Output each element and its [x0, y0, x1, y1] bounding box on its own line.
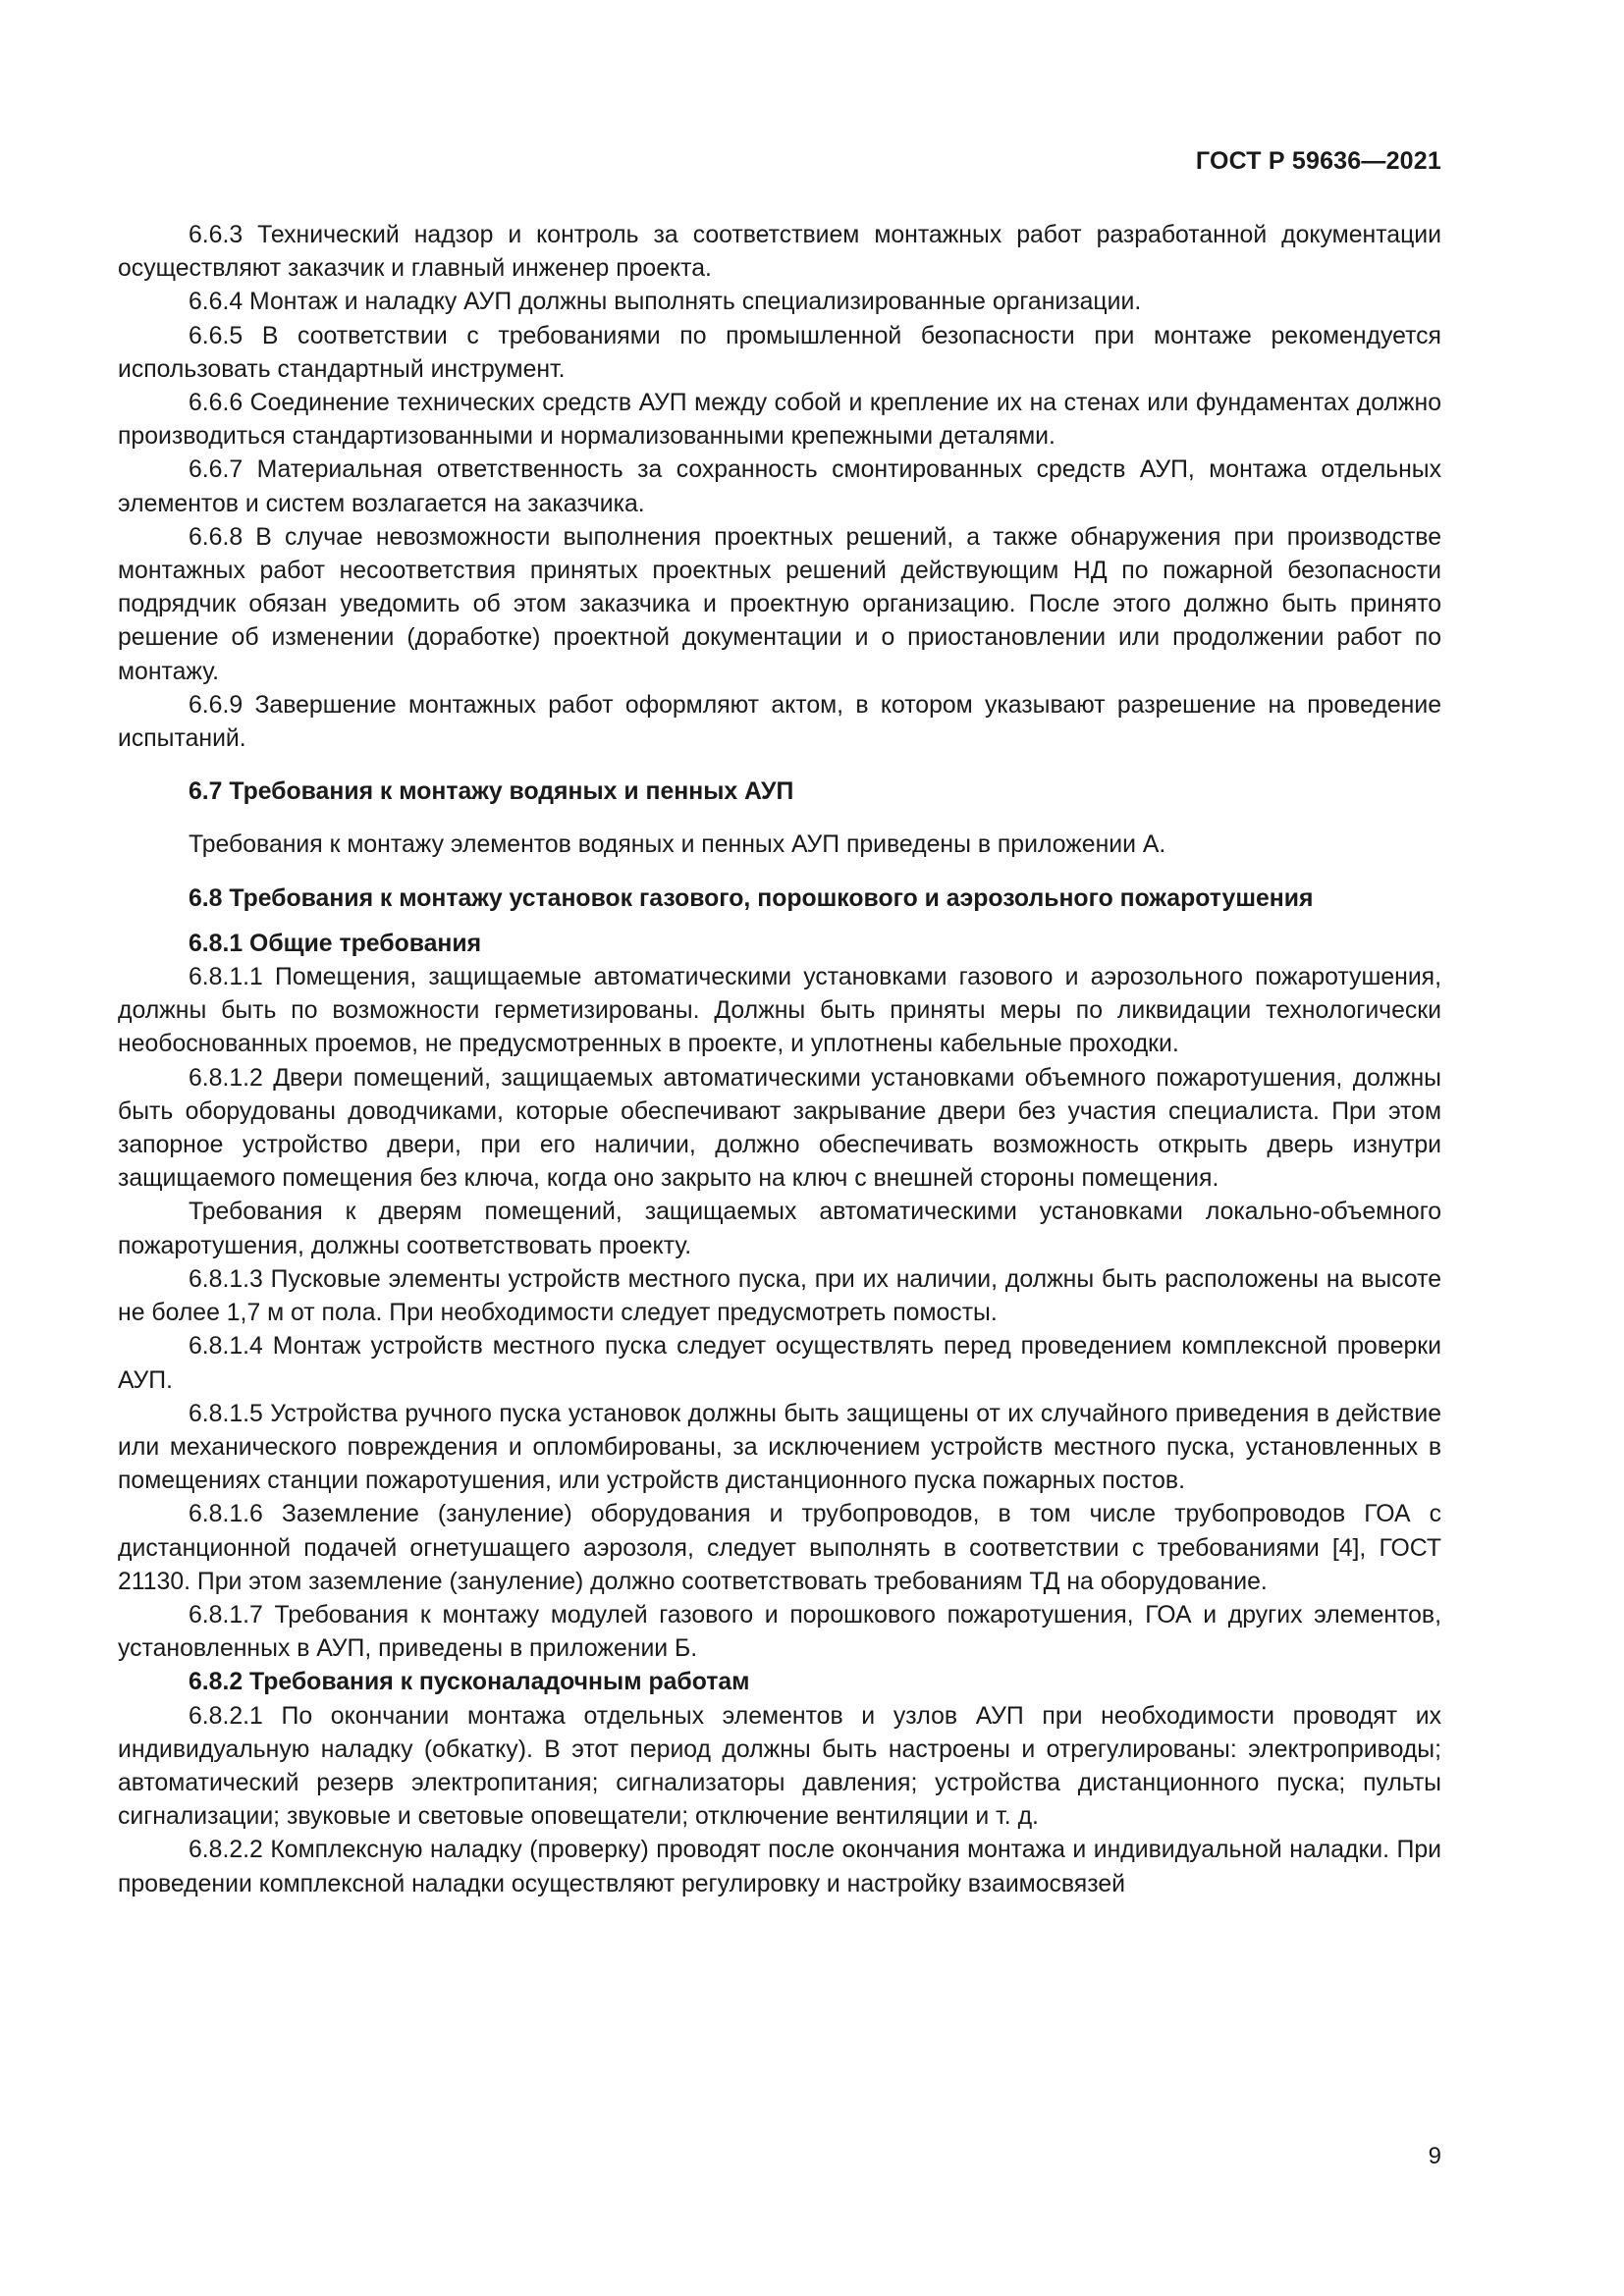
clause-6-8-2-1: 6.8.2.1 По окончании монтажа отдельных элементов и узлов АУП при необходимости проводят их индивидуальную наладку (обкатку). В этот период должны быть настроены и отрегулированы: электроприводы; автоматический резерв электропитания; сигнализаторы давления; устройства дистанционного пуска; пульты сигнализации; звуковые и световые оповещатели; отключение вентиляции и т. д. [118, 1702, 1441, 1831]
section-6-8-heading: 6.8 Требования к монтажу установок газового, порошкового и аэрозольного пожаротушения [189, 884, 1314, 912]
clause-6-6-3: 6.6.3 Технический надзор и контроль за соответствием монтажных работ разработанной документации осуществляют заказчик и главный инженер проекта. [118, 222, 1441, 283]
clause-6-8-1-4: 6.8.1.4 Монтаж устройств местного пуска следует осуществлять перед проведением комплексной проверки АУП. [118, 1333, 1441, 1394]
clause-6-6-4: 6.6.4 Монтаж и наладку АУП должны выполнять специализированные организации. [189, 289, 1142, 316]
clause-6-8-2-2: 6.8.2.2 Комплексную наладку (проверку) проводят после окончания монтажа и индивидуальной наладки. При проведении комплексной наладки осуществляют регулировку и настройку взаимосвязей [118, 1837, 1441, 1897]
subsection-6-8-2-heading: 6.8.2 Требования к пусконаладочным работам [189, 1669, 750, 1696]
subsection-6-8-1-heading: 6.8.1 Общие требования [189, 930, 482, 957]
clause-6-6-8: 6.6.8 В случае невозможности выполнения проектных решений, а также обнаружения при производстве монтажных работ несоответствия принятых проектных решений действующим НД по пожарной безопасности подрядчик обязан уведомить об этом заказчика и проектную организацию. После этого должно быть принято решение об изменении (доработке) проектной документации и о приостановлении или продолжении работ по монтажу. [118, 523, 1441, 685]
clause-6-6-6: 6.6.6 Соединение технических средств АУП между собой и крепление их на стенах или фундаментах должно производиться стандартизованными и нормализованными крепежными деталями. [118, 390, 1441, 451]
clause-6-8-1-3: 6.8.1.3 Пусковые элементы устройств местного пуска, при их наличии, должны быть расположены на высоте не более 1,7 м от пола. При необходимости следует предусмотреть помосты. [118, 1265, 1441, 1327]
section-6-7-text: Требования к монтажу элементов водяных и пенных АУП приведены в приложении А. [189, 831, 1166, 859]
clause-6-8-1-5: 6.8.1.5 Устройства ручного пуска установок должны быть защищены от их случайного приведения в действие или механического повреждения и опломбированы, за исключением устройств местного пуска, установленных в помещениях станции пожаротушения, или устройств дистанционного пуска пожарных постов. [118, 1400, 1441, 1495]
clause-6-6-5: 6.6.5 В соответствии с требованиями по промышленной безопасности при монтаже рекомендуется использовать стандартный инструмент. [118, 322, 1441, 383]
clause-6-8-1-6: 6.8.1.6 Заземление (зануление) оборудования и трубопроводов, в том числе трубопроводов ГОА с дистанционной подачей огнетушащего аэрозоля, следует выполнять в соответствии с требованиями [4], ГОСТ 21130. При этом заземление (зануление) должно соответствовать требованиям ТД на оборудование. [118, 1501, 1441, 1595]
section-6-7-heading: 6.7 Требования к монтажу водяных и пенных АУП [189, 778, 794, 806]
page-number: 9 [1428, 2143, 1441, 2169]
standard-designation: ГОСТ Р 59636—2021 [1195, 147, 1441, 175]
clause-6-8-1-7: 6.8.1.7 Требования к монтажу модулей газового и порошкового пожаротушения, ГОА и других элементов, установленных в АУП, приведены в приложении Б. [118, 1601, 1441, 1663]
clause-6-6-9: 6.6.9 Завершение монтажных работ оформляют актом, в котором указывают разрешение на проведение испытаний. [118, 691, 1441, 753]
clause-6-8-1-1: 6.8.1.1 Помещения, защищаемые автоматическими установками газового и аэрозольного пожаротушения, должны быть по возможности герметизированы. Должны быть приняты меры по ликвидации технологически необоснованных проемов, не предусмотренных в проекте, и уплотнены кабельные проходки. [118, 964, 1441, 1058]
clause-6-6-7: 6.6.7 Материальная ответственность за сохранность смонтированных средств АУП, монтажа отдельных элементов и систем возлагается на заказчика. [118, 456, 1441, 517]
clause-6-8-1-2: 6.8.1.2 Двери помещений, защищаемых автоматическими установками объемного пожаротушения, должны быть оборудованы доводчиками, которые обеспечивают закрывание двери без участия специалиста. При этом запорное устройство двери, при его наличии, должно обеспечивать возможность открыть дверь изнутри защищаемого помещения без ключа, когда оно закрыто на ключ с внешней стороны помещения. [118, 1064, 1441, 1193]
clause-6-8-1-2-continued: Требования к дверям помещений, защищаемых автоматическими установками локально-объемного пожаротушения, должны соответствовать проекту. [118, 1199, 1441, 1259]
page-content [118, 219, 1441, 1901]
